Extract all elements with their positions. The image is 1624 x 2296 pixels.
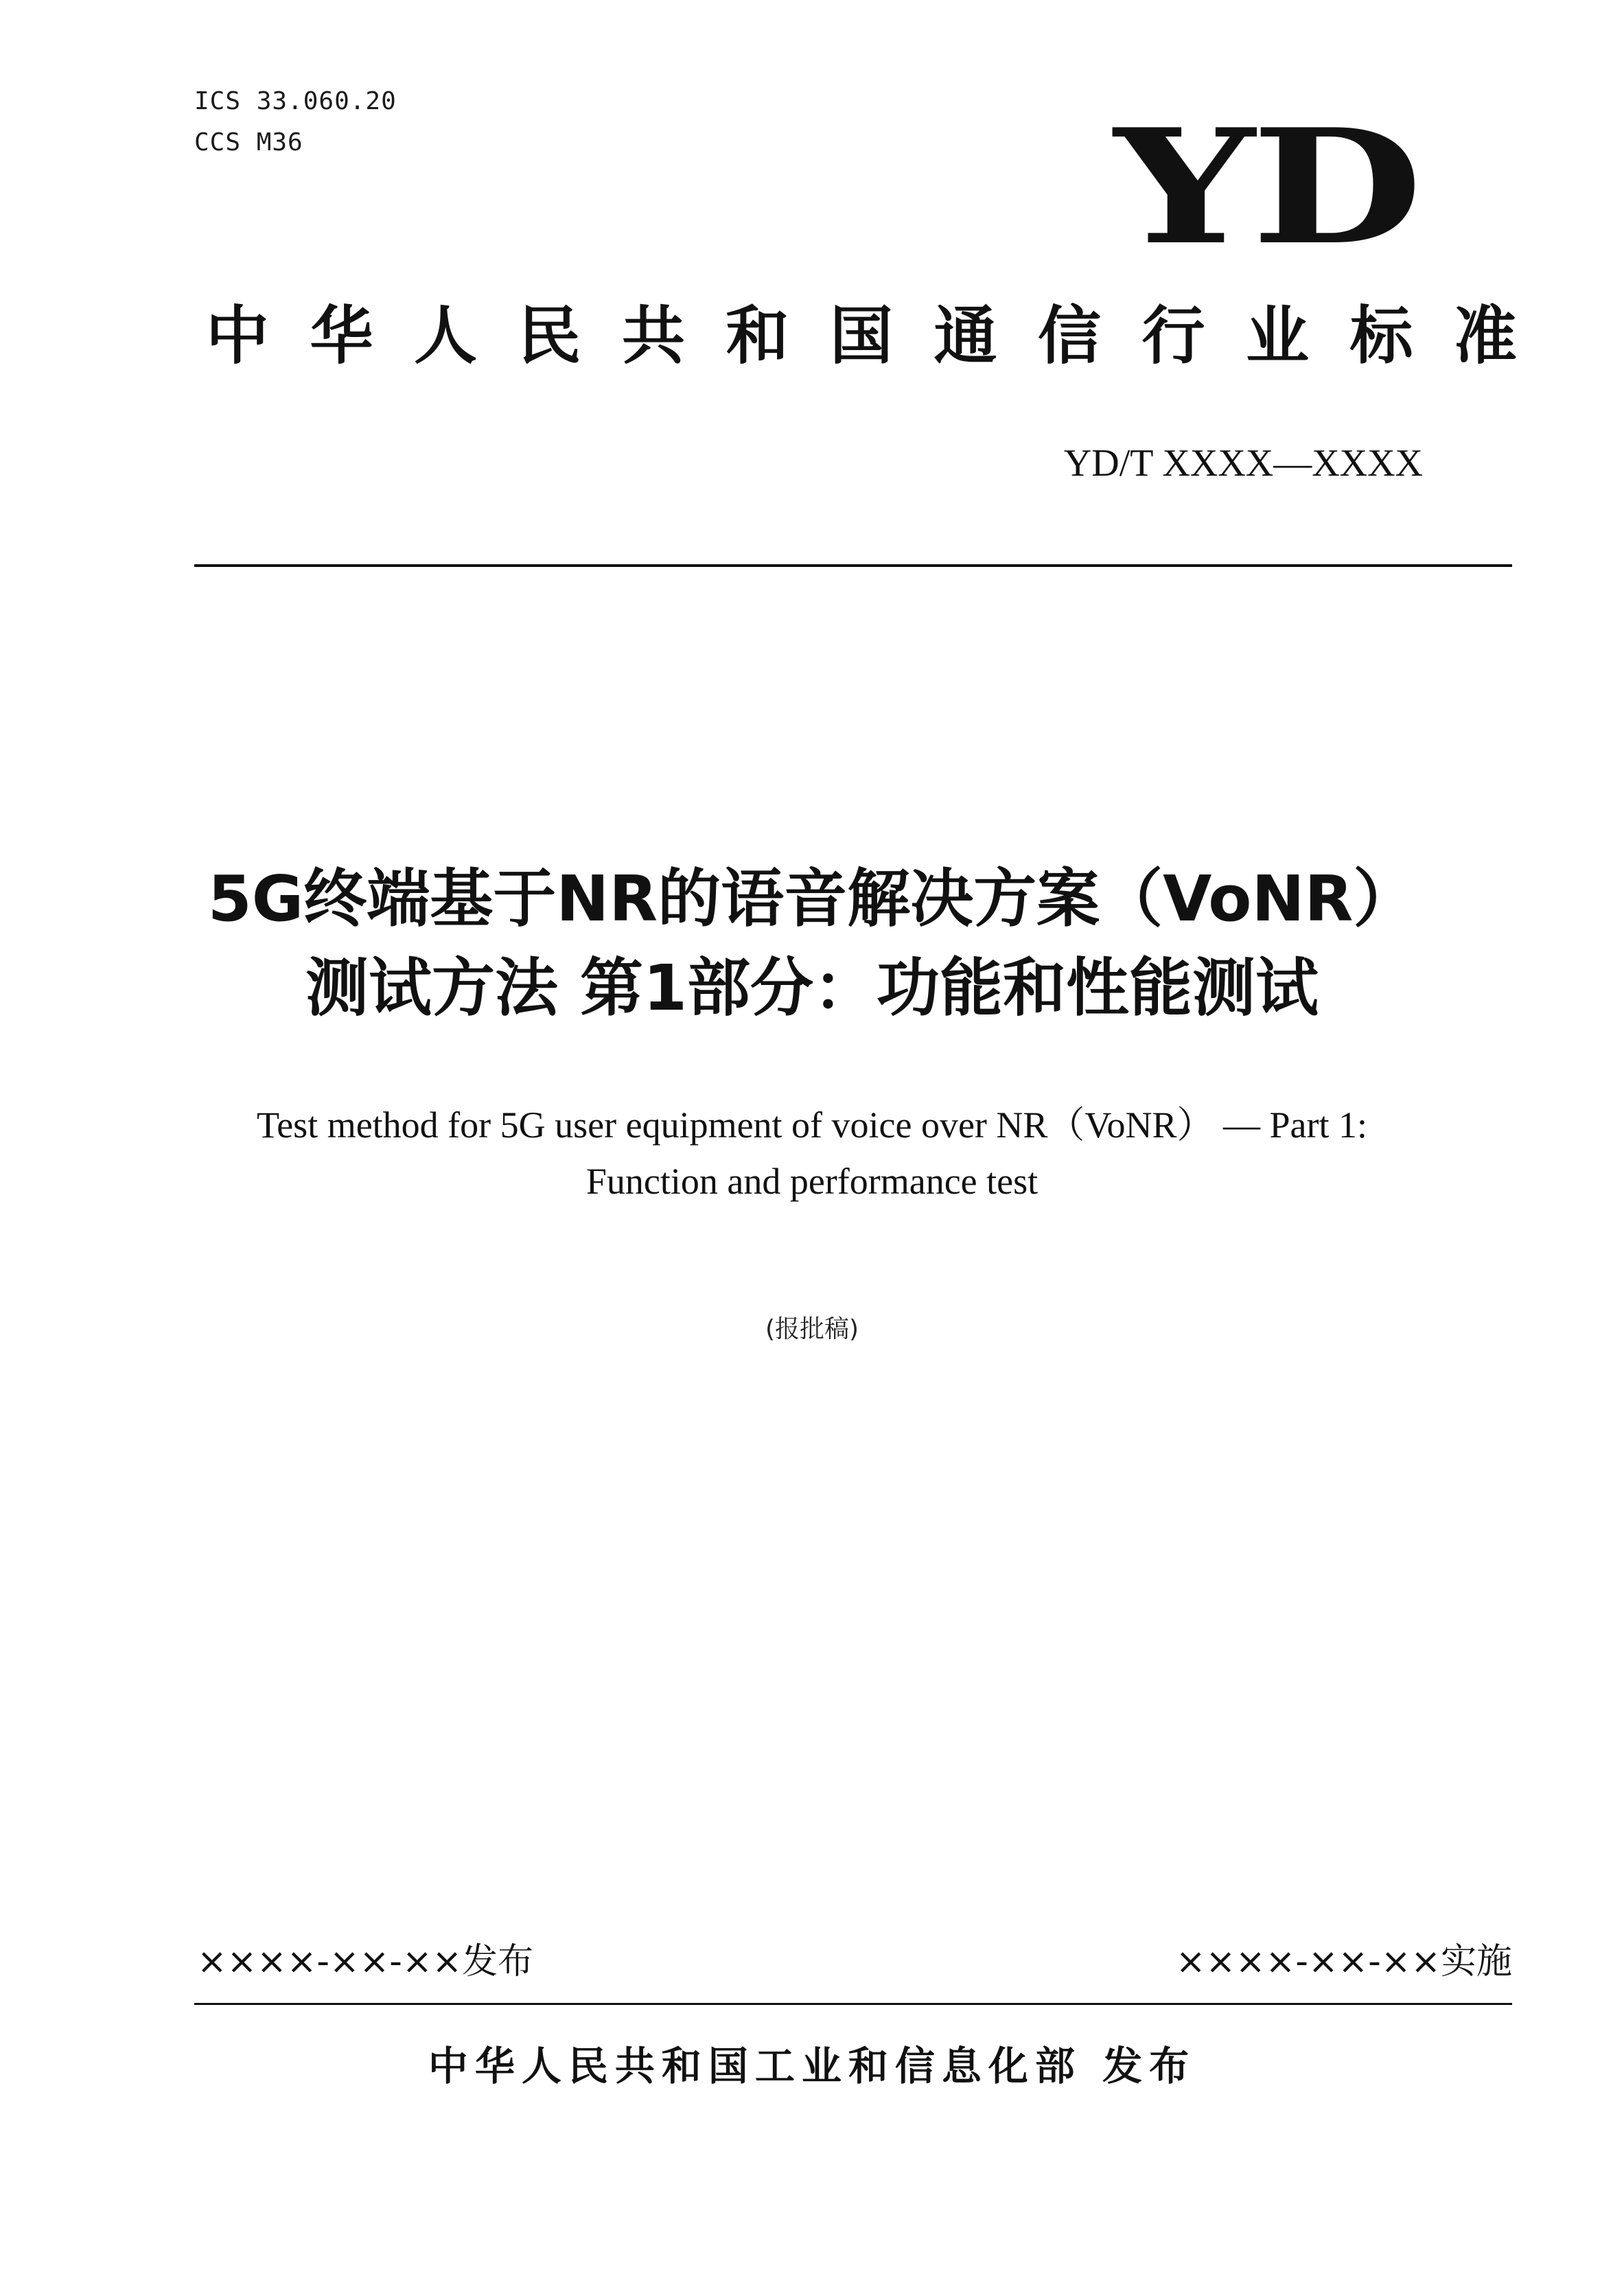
- chinese-title: [0, 855, 1624, 1033]
- ccs-code: CCS M36: [194, 128, 303, 156]
- standard-number: YD/T XXXX—XXXX: [1063, 442, 1423, 485]
- bottom-divider: [194, 2003, 1512, 2005]
- draft-stage-label: (报批稿): [765, 1315, 859, 1343]
- english-title-line-1: Test method for 5G user equipment of voice over NR（VoNR） — Part 1:: [257, 1104, 1367, 1146]
- yd-logo: YD: [1114, 95, 1419, 280]
- publish-date: ××××-××-××发布: [197, 1941, 534, 1982]
- publisher: 中华人民共和国工业和信息化部 发布: [428, 2043, 1196, 2089]
- standard-category-title: 中华人民共和国通信行业标准: [206, 299, 1517, 373]
- top-divider: [194, 564, 1512, 567]
- implement-date: ××××-××-××实施: [1175, 1941, 1512, 1982]
- ics-code: ICS 33.060.20: [194, 87, 397, 115]
- english-title-line-2: Function and performance test: [585, 1161, 1039, 1202]
- chinese-title-line-2: 测试方法 第1部分：功能和性能测试: [305, 951, 1319, 1025]
- classification-codes: [194, 81, 397, 163]
- english-title: [0, 1097, 1624, 1209]
- chinese-title-line-1: 5G终端基于NR的语音解决方案（VoNR）: [207, 862, 1417, 936]
